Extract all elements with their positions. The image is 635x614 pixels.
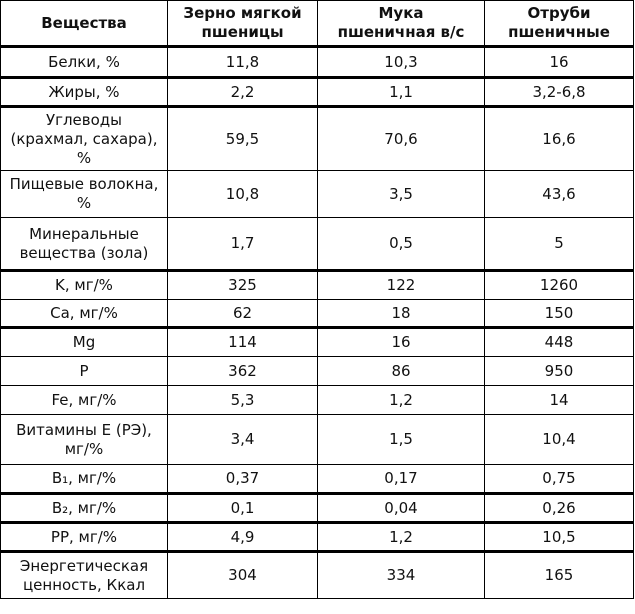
table-row bbox=[1, 271, 634, 300]
cell-flour: 122 bbox=[318, 271, 485, 300]
cell-grain: 114 bbox=[168, 328, 318, 357]
cell-grain: 11,8 bbox=[168, 47, 318, 78]
cell-bran: 3,2-6,8 bbox=[485, 78, 634, 107]
cell-bran: 950 bbox=[485, 357, 634, 386]
cell-bran: 0,26 bbox=[485, 494, 634, 523]
cell-grain: 1,7 bbox=[168, 218, 318, 271]
cell-flour: 0,5 bbox=[318, 218, 485, 271]
cell-flour: 334 bbox=[318, 552, 485, 599]
cell-flour: 10,3 bbox=[318, 47, 485, 78]
row-label: P bbox=[1, 357, 168, 386]
cell-grain: 5,3 bbox=[168, 386, 318, 415]
header-wheat-flour: Мука пшеничная в/с bbox=[318, 1, 485, 47]
table-row bbox=[1, 218, 634, 271]
table-row bbox=[1, 328, 634, 357]
cell-bran: 0,75 bbox=[485, 465, 634, 494]
cell-flour: 1,2 bbox=[318, 523, 485, 552]
row-label: Пищевые волокна, % bbox=[1, 171, 168, 218]
cell-bran: 43,6 bbox=[485, 171, 634, 218]
cell-bran: 14 bbox=[485, 386, 634, 415]
cell-flour: 16 bbox=[318, 328, 485, 357]
cell-grain: 59,5 bbox=[168, 107, 318, 171]
table-row bbox=[1, 107, 634, 171]
cell-grain: 10,8 bbox=[168, 171, 318, 218]
row-label: Жиры, % bbox=[1, 78, 168, 107]
header-wheat-bran: Отруби пшеничные bbox=[485, 1, 634, 47]
table-row bbox=[1, 300, 634, 328]
row-label: Минеральные вещества (зола) bbox=[1, 218, 168, 271]
row-label: Витамины E (РЭ), мг/% bbox=[1, 415, 168, 465]
table-row bbox=[1, 465, 634, 494]
row-label: Энергетическая ценность, Ккал bbox=[1, 552, 168, 599]
cell-grain: 62 bbox=[168, 300, 318, 328]
cell-bran: 16 bbox=[485, 47, 634, 78]
cell-grain: 4,9 bbox=[168, 523, 318, 552]
row-label: PP, мг/% bbox=[1, 523, 168, 552]
table-row bbox=[1, 415, 634, 465]
cell-flour: 1,1 bbox=[318, 78, 485, 107]
cell-grain: 325 bbox=[168, 271, 318, 300]
cell-flour: 86 bbox=[318, 357, 485, 386]
cell-flour: 18 bbox=[318, 300, 485, 328]
table-row bbox=[1, 171, 634, 218]
table-row bbox=[1, 494, 634, 523]
cell-grain: 304 bbox=[168, 552, 318, 599]
header-substances: Вещества bbox=[1, 1, 168, 47]
table-row bbox=[1, 386, 634, 415]
row-label: Углеводы (крахмал, сахара), % bbox=[1, 107, 168, 171]
cell-bran: 150 bbox=[485, 300, 634, 328]
cell-bran: 5 bbox=[485, 218, 634, 271]
row-label: Fe, мг/% bbox=[1, 386, 168, 415]
row-label: Ca, мг/% bbox=[1, 300, 168, 328]
table-row bbox=[1, 552, 634, 599]
cell-grain: 0,1 bbox=[168, 494, 318, 523]
header-wheat-grain: Зерно мягкой пшеницы bbox=[168, 1, 318, 47]
cell-grain: 3,4 bbox=[168, 415, 318, 465]
cell-grain: 0,37 bbox=[168, 465, 318, 494]
cell-bran: 10,4 bbox=[485, 415, 634, 465]
cell-bran: 165 bbox=[485, 552, 634, 599]
row-label: Mg bbox=[1, 328, 168, 357]
cell-flour: 1,2 bbox=[318, 386, 485, 415]
cell-bran: 1260 bbox=[485, 271, 634, 300]
table-row bbox=[1, 47, 634, 78]
cell-flour: 3,5 bbox=[318, 171, 485, 218]
row-label: Белки, % bbox=[1, 47, 168, 78]
row-label: B₂, мг/% bbox=[1, 494, 168, 523]
row-label: K, мг/% bbox=[1, 271, 168, 300]
cell-bran: 448 bbox=[485, 328, 634, 357]
table-row bbox=[1, 78, 634, 107]
table-row bbox=[1, 523, 634, 552]
cell-flour: 1,5 bbox=[318, 415, 485, 465]
table-row bbox=[1, 357, 634, 386]
cell-flour: 0,04 bbox=[318, 494, 485, 523]
cell-bran: 16,6 bbox=[485, 107, 634, 171]
header-row bbox=[1, 1, 634, 47]
cell-flour: 70,6 bbox=[318, 107, 485, 171]
row-label: B₁, мг/% bbox=[1, 465, 168, 494]
cell-flour: 0,17 bbox=[318, 465, 485, 494]
cell-bran: 10,5 bbox=[485, 523, 634, 552]
cell-grain: 362 bbox=[168, 357, 318, 386]
cell-grain: 2,2 bbox=[168, 78, 318, 107]
